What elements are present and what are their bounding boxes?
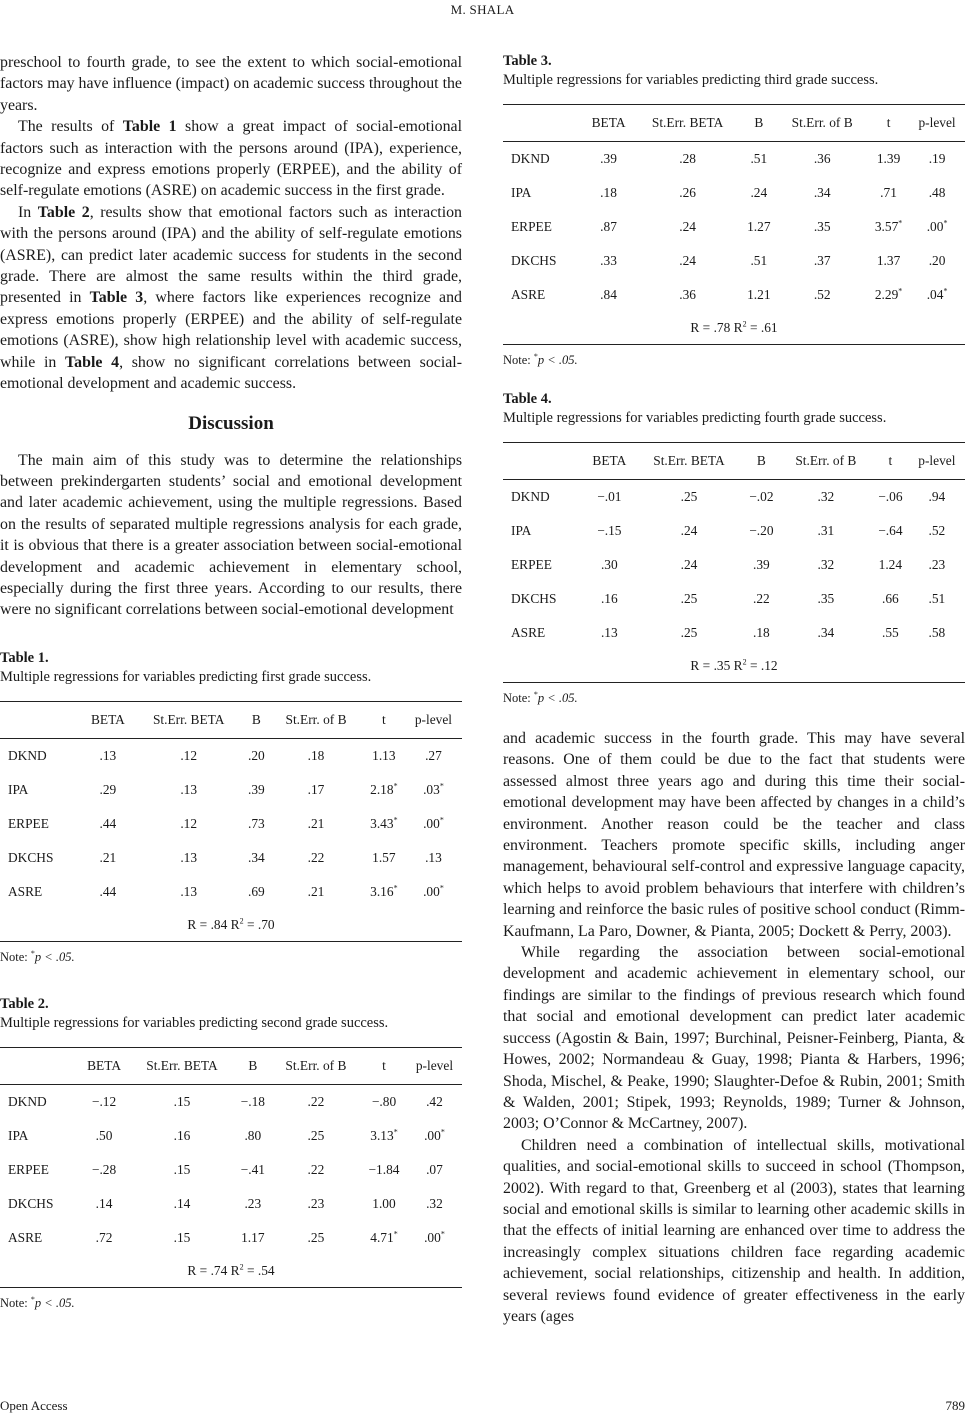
model-fit-summary: R = .74 $R^2 = .54$ (0, 1255, 462, 1288)
cell-se-b: .22 (307, 1161, 325, 1177)
cell-p: .00* (424, 1229, 445, 1245)
table-header-row (0, 1047, 462, 1084)
column-header: St.Err. of B (776, 105, 868, 142)
variable-name: DKND (511, 151, 550, 166)
table-header-row (503, 443, 965, 480)
cell-p: .20 (928, 253, 946, 268)
table-row (0, 1187, 462, 1221)
cell-se-b: .22 (307, 1093, 325, 1109)
cell-b: 1.21 (747, 287, 771, 302)
cell-se-beta: .36 (679, 287, 696, 302)
cell-se-b: .18 (307, 747, 325, 763)
cell-p: .48 (928, 185, 946, 200)
column-header: p-level (405, 701, 462, 738)
table-row (0, 1119, 462, 1153)
cell-t: −1.84 (368, 1161, 400, 1177)
cell-beta: .44 (99, 883, 117, 899)
cell-se-b: .35 (817, 591, 835, 606)
cell-se-beta: .14 (173, 1195, 191, 1211)
table-row (0, 875, 462, 909)
table-1-note: Note: *p < .05. (0, 948, 75, 964)
cell-t: .55 (881, 625, 899, 640)
variable-name: DKND (8, 1093, 47, 1109)
table-row (0, 773, 462, 807)
cell-beta: .72 (95, 1229, 113, 1245)
table-row (503, 244, 965, 278)
table-1-caption: Multiple regressions for variables predicting first grade success. (0, 668, 372, 685)
table-2-block (0, 995, 462, 1311)
cell-se-beta: .13 (180, 883, 198, 899)
cell-t: .71 (880, 185, 897, 200)
column-header: B (235, 1047, 271, 1084)
table-3-note: Note: *p < .05. (503, 351, 578, 367)
variable-name: IPA (8, 1127, 29, 1143)
cell-b: −.41 (240, 1161, 265, 1177)
column-header (0, 701, 82, 738)
column-header (503, 443, 584, 480)
variable-name: DKCHS (511, 253, 557, 268)
cell-t: 1.37 (876, 253, 901, 268)
cell-b: .23 (244, 1195, 262, 1211)
cell-b: .51 (750, 253, 768, 268)
table-row (0, 807, 462, 841)
column-header: BETA (584, 443, 635, 480)
table-4-number: Table 4. (503, 391, 552, 407)
cell-p: .04* (926, 286, 948, 302)
cell-se-b: .21 (307, 815, 325, 831)
column-header: St.Err. BETA (635, 443, 743, 480)
cell-p: .00* (424, 1127, 445, 1143)
cell-p: .51 (928, 591, 946, 606)
table-row (503, 548, 965, 582)
cell-se-beta: .13 (180, 781, 198, 797)
paragraph-table1-results: The results of Table 1 show a great impact of social-emotional factors such as interaction with the persons around (IPA), experience, recognize and express emotions properly (ERPEE), and the ability of self-regulate emotions (ASRE) on academic success in the first grade. (0, 118, 462, 200)
cell-se-beta: .12 (180, 747, 198, 763)
cell-se-b: .35 (813, 219, 831, 234)
cell-se-beta: .24 (679, 219, 696, 234)
cell-beta: .39 (600, 151, 617, 166)
table-row (503, 514, 965, 548)
cell-t: 3.16* (370, 883, 398, 899)
cell-b: .69 (248, 883, 265, 899)
table-row (0, 1221, 462, 1255)
variable-name: IPA (8, 781, 29, 797)
cell-beta: .29 (99, 781, 117, 797)
cell-b: .73 (248, 815, 265, 831)
cell-p: .19 (928, 151, 946, 166)
column-header: St.Err. of B (271, 1047, 361, 1084)
table-row (503, 582, 965, 616)
cell-t: 3.13* (370, 1127, 398, 1143)
cell-p: .27 (425, 747, 442, 763)
cell-se-b: .36 (813, 151, 831, 166)
table-row (503, 142, 965, 177)
column-header: t (361, 1047, 407, 1084)
model-fit-summary: R = .78 $R^2 = .61$ (503, 312, 965, 345)
cell-se-beta: .28 (679, 151, 696, 166)
cell-beta: −.12 (91, 1093, 117, 1109)
cell-b: .20 (248, 747, 265, 763)
cell-p: .07 (426, 1161, 443, 1177)
variable-name: ERPEE (8, 1161, 49, 1177)
column-header (0, 1047, 79, 1084)
column-header: p-level (909, 443, 965, 480)
cell-t: 1.24 (878, 557, 903, 572)
cell-se-beta: .25 (680, 591, 698, 606)
cell-b: .34 (248, 849, 265, 865)
left-column (0, 52, 462, 1311)
cell-se-b: .23 (307, 1195, 325, 1211)
table-2-note: Note: *p < .05. (0, 1294, 75, 1310)
paragraph-skills-needed: Children need a combination of intellectual skills, motivational qualities, and social-emotional skills to succeed in school (Thompson, 2002). With regard to that, Greenberg et al (2003), states that learning social and emotional skills is similar to learning other academic skills in that the effects of initial learning are enhanced over time to address the increasingly complex situations children face regarding academic achievement, social relationships, citizenship and health. In addition, several reviews found evidence of greater effectiveness in the early years (ages (503, 1136, 965, 1325)
cell-beta: .44 (99, 815, 117, 831)
cell-t: −.64 (878, 523, 903, 538)
paragraph-fourth-grade-reasons: and academic success in the fourth grade. This may have several reasons. One of them could be due to the fact that students were assessed almost three years ago and during this time their social-emotional development may have been affected by changes in a child’s environment. Another reason could be the teacher and class environment. Teachers promote specific skills, including anger management, behavioural self-control and expressive language capacity, which helps to avoid problem behaviours that interfere with children’s learning and reinforce the basic rules of positive school conduct (Rimm-Kaufmann, La Paro, Downer, & Pianta, 2005; Dockett & Perry, 2003). (503, 730, 965, 940)
cell-beta: .21 (99, 849, 117, 865)
model-fit-summary: R = .35 $R^2 = .12$ (503, 650, 965, 683)
cell-beta: .33 (600, 253, 617, 268)
table-4-block (503, 390, 965, 706)
cell-beta: −.15 (597, 523, 622, 538)
variable-name: ASRE (8, 883, 43, 899)
cell-p: .58 (928, 625, 946, 640)
table-1-block (0, 649, 462, 965)
cell-p: .52 (928, 523, 946, 538)
cell-b: 1.27 (747, 219, 771, 234)
cell-beta: .13 (600, 625, 618, 640)
cell-se-b: .22 (307, 849, 325, 865)
footer-page-number: 789 (945, 1398, 965, 1413)
cell-p: .03* (423, 781, 444, 797)
table-3-number: Table 3. (503, 53, 552, 69)
cell-se-b: .34 (817, 625, 835, 640)
table-2 (0, 1047, 462, 1288)
cell-t: 1.00 (372, 1195, 396, 1211)
cell-p: .42 (426, 1093, 443, 1109)
cell-b: −.20 (749, 523, 774, 538)
table-3-block (503, 52, 965, 368)
running-header: M. SHALA (450, 2, 515, 17)
cell-se-b: .21 (307, 883, 325, 899)
variable-name: ERPEE (511, 557, 552, 572)
column-header: t (363, 701, 405, 738)
cell-beta: .30 (600, 557, 618, 572)
cell-beta: −.01 (597, 489, 622, 504)
cell-b: −.18 (240, 1093, 265, 1109)
table-4 (503, 442, 965, 683)
cell-se-beta: .13 (180, 849, 198, 865)
cell-se-beta: .15 (173, 1161, 191, 1177)
cell-b: .24 (750, 185, 768, 200)
cell-p: .00* (423, 815, 444, 831)
column-header: p-level (909, 105, 965, 142)
table-4-note: Note: *p < .05. (503, 689, 578, 705)
variable-name: DKCHS (511, 591, 557, 606)
cell-t: 1.57 (372, 849, 396, 865)
paragraph-table2-4-results: In Table 2, results show that emotional factors such as interaction with the persons around (IPA) and the ability of self-regulate emotions (ASRE), can predict later academic success for students in the second grade. There are almost the same results within the third grade, presented in Table 3, where factors like experiences recognize and express emotions properly (ERPEE) and the ability of self-regulate emotions (ASRE), show high relationship level with academic success, while in Table 4, show no significant correlations between social-emotional development and academic success. (0, 203, 462, 393)
table-1 (0, 701, 462, 942)
column-header: BETA (82, 701, 134, 738)
cell-p: .32 (426, 1195, 443, 1211)
cell-t: 2.29* (874, 286, 903, 302)
variable-name: ERPEE (8, 815, 49, 831)
table-4-caption: Multiple regressions for variables predicting fourth grade success. (503, 410, 887, 426)
column-header: p-level (407, 1047, 462, 1084)
column-header: B (743, 443, 780, 480)
paragraph-intro-continued: preschool to fourth grade, to see the extent to which social-emotional factors may have influence (impact) on academic success throughout the years. (0, 54, 462, 114)
cell-b: .51 (750, 151, 768, 166)
cell-b: .80 (244, 1127, 262, 1143)
variable-name: DKND (8, 747, 47, 763)
cell-beta: .13 (99, 747, 117, 763)
table-row (503, 176, 965, 210)
cell-se-b: .37 (813, 253, 831, 268)
column-header: t (872, 443, 909, 480)
cell-se-b: .31 (817, 523, 835, 538)
table-row (503, 480, 965, 515)
table-row (503, 210, 965, 244)
cell-se-b: .25 (307, 1127, 325, 1143)
cell-t: −.06 (878, 489, 903, 504)
cell-t: 1.13 (372, 747, 396, 763)
column-header: St.Err. of B (780, 443, 872, 480)
cell-b: .39 (753, 557, 770, 572)
cell-se-beta: .16 (173, 1127, 191, 1143)
cell-se-beta: .25 (680, 489, 698, 504)
paragraph-discussion-aim: The main aim of this study was to determine the relationships between prekindergarten students’ social and emotional development and later academic achievement, using the multiple regressions. Based on the results of separated multiple regressions analysis for each grade, it is obvious that there is a greater association between social-emotional development and academic achievement in elementary school, especially during the first three years. According to our results, there were no significant correlations between social-emotional development (0, 451, 462, 619)
table-header-row (503, 105, 965, 142)
column-header: BETA (583, 105, 634, 142)
cell-t: 3.43* (370, 815, 398, 831)
column-header: B (244, 701, 270, 738)
table-2-number: Table 2. (0, 995, 49, 1012)
column-header: t (868, 105, 909, 142)
variable-name: ERPEE (511, 219, 552, 234)
table-3 (503, 104, 965, 345)
column-header: BETA (79, 1047, 129, 1084)
right-column (503, 52, 965, 1327)
variable-name: ASRE (511, 287, 546, 302)
cell-se-beta: .26 (679, 185, 696, 200)
variable-name: ASRE (8, 1229, 43, 1245)
cell-beta: .87 (600, 219, 617, 234)
cell-t: 1.39 (876, 151, 901, 166)
cell-t: 4.71* (370, 1229, 398, 1245)
cell-se-beta: .24 (680, 557, 698, 572)
cell-se-beta: .24 (680, 523, 698, 538)
table-row (503, 616, 965, 650)
cell-t: 3.57* (874, 218, 903, 234)
model-fit-summary: R = .84 $R^2 = .70$ (0, 909, 462, 942)
column-header: St.Err. BETA (134, 701, 244, 738)
table-row (0, 841, 462, 875)
cell-beta: .84 (600, 287, 617, 302)
cell-beta: .18 (600, 185, 617, 200)
cell-beta: .16 (600, 591, 618, 606)
variable-name: ASRE (511, 625, 546, 640)
cell-b: −.02 (749, 489, 774, 504)
cell-se-b: .32 (817, 489, 835, 504)
column-header: St.Err. BETA (129, 1047, 235, 1084)
cell-b: 1.17 (241, 1229, 265, 1245)
cell-b: .22 (753, 591, 770, 606)
cell-se-beta: .12 (180, 815, 198, 831)
cell-p: .00* (926, 218, 948, 234)
variable-name: DKND (511, 489, 550, 504)
column-header: St.Err. BETA (634, 105, 741, 142)
cell-p: .23 (928, 557, 946, 572)
cell-se-beta: .15 (173, 1229, 191, 1245)
variable-name: DKCHS (8, 849, 54, 865)
cell-se-b: .52 (813, 287, 831, 302)
table-row (0, 738, 462, 773)
cell-b: .39 (248, 781, 265, 797)
cell-se-beta: .25 (680, 625, 698, 640)
cell-p: .13 (425, 849, 442, 865)
table-2-caption: Multiple regressions for variables predicting second grade success. (0, 1014, 389, 1031)
variable-name: IPA (511, 185, 532, 200)
cell-p: .94 (928, 489, 946, 504)
paragraph-prior-research: While regarding the association between social-emotional development and academic achievement in elementary school, our findings are similar to the findings of previous research which found that social and emotional development can predict later academic success (Agostin & Bain, 1997; Burchinal, Peisner-Feinberg, Pianta, & Howes, 2002; Normandeau & Guay, 1998; Pianta & Harbers, 1996; Shoda, Mischel, & Peake, 1990; Slaughter-Defoe & Rubin, 2001; Smith & Walden, 2001; Stipek, 1993; Reynolds, 1989; Turner & Johnson, 2003; O’Connor & McCartney, 2007). (503, 944, 965, 1133)
cell-t: .66 (881, 591, 899, 606)
cell-se-b: .25 (307, 1229, 325, 1245)
variable-name: IPA (511, 523, 532, 538)
table-header-row (0, 701, 462, 738)
cell-t: 2.18* (370, 781, 398, 797)
cell-beta: −.28 (91, 1161, 117, 1177)
column-header: B (741, 105, 776, 142)
cell-se-b: .17 (307, 781, 325, 797)
table-row (0, 1153, 462, 1187)
cell-se-beta: .15 (173, 1093, 191, 1109)
cell-t: −.80 (371, 1093, 397, 1109)
cell-se-b: .34 (813, 185, 831, 200)
cell-se-beta: .24 (679, 253, 696, 268)
cell-b: .18 (753, 625, 770, 640)
table-row (0, 1084, 462, 1119)
table-row (503, 278, 965, 312)
discussion-heading: Discussion (188, 412, 274, 434)
cell-beta: .50 (95, 1127, 113, 1143)
cell-p: .00* (423, 883, 444, 899)
column-header: St.Err. of B (269, 701, 363, 738)
cell-se-b: .32 (817, 557, 835, 572)
table-3-caption: Multiple regressions for variables predicting third grade success. (503, 72, 879, 88)
column-header (503, 105, 583, 142)
cell-beta: .14 (95, 1195, 113, 1211)
footer-open-access: Open Access (0, 1398, 68, 1413)
table-1-number: Table 1. (0, 649, 49, 666)
variable-name: DKCHS (8, 1195, 54, 1211)
